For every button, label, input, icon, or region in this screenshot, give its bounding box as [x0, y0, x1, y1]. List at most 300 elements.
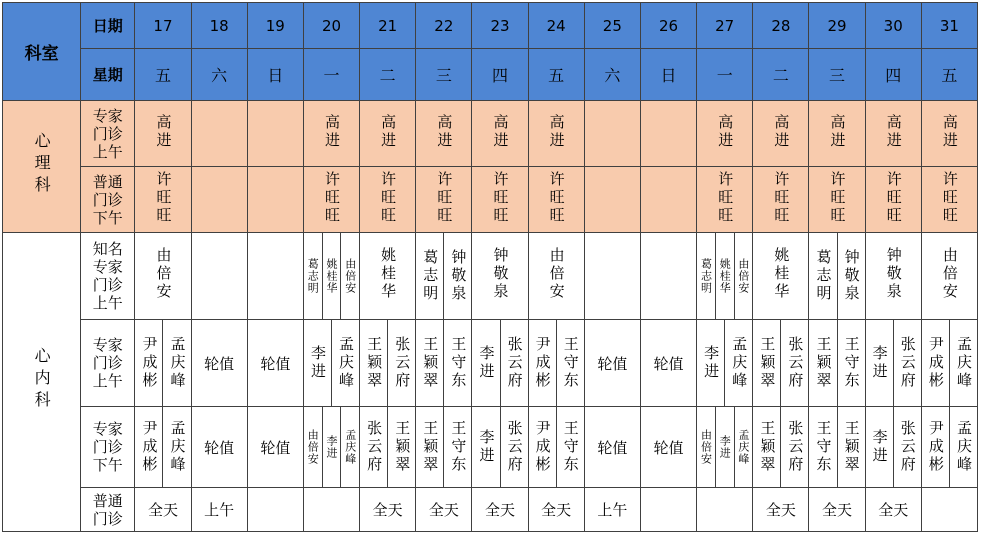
split-part: [753, 407, 780, 487]
dept-cardio-cell: [3, 233, 81, 532]
schedule-cell: [753, 167, 809, 233]
schedule-cell: [584, 101, 640, 167]
date-cell: 21: [360, 3, 416, 49]
split-cell: [304, 407, 359, 487]
doctor-name: 全天: [765, 501, 796, 519]
split-part: [360, 320, 387, 406]
split-cell: [135, 407, 190, 487]
doctor-name: 全天: [485, 501, 516, 519]
schedule-cell: [921, 407, 977, 488]
date-row: [3, 3, 978, 49]
split-part: [322, 407, 341, 487]
schedule-cell: [360, 320, 416, 407]
doctor-name: 高进: [379, 113, 398, 150]
slot-label-cell: [81, 233, 135, 320]
doctor-name: 轮值: [260, 354, 291, 373]
split-cell: [922, 320, 977, 406]
weekday-cell: 日: [247, 49, 303, 101]
split-part: [724, 320, 752, 406]
schedule-cell: [753, 101, 809, 167]
doctor-name: 轮值: [653, 438, 684, 457]
split-part: [715, 407, 734, 487]
schedule-cell: [135, 233, 191, 320]
schedule-cell: [247, 233, 303, 320]
doctor-name: 张云府: [898, 420, 917, 474]
schedule-cell: [416, 167, 472, 233]
doctor-name: 姚桂华: [718, 258, 732, 294]
split-cell: [529, 407, 584, 487]
weekday-cell: 一: [697, 49, 753, 101]
split-part: [922, 320, 949, 406]
doctor-name: 许旺旺: [379, 170, 398, 225]
split-cell: [416, 407, 471, 487]
weekday-cell: 一: [303, 49, 359, 101]
split-part: [949, 407, 977, 487]
date-cell: 31: [921, 3, 977, 49]
schedule-cell: [640, 407, 696, 488]
split-cell: [360, 407, 415, 487]
doctor-name: 高进: [884, 113, 903, 150]
split-part: [304, 320, 331, 406]
schedule-cell: [528, 167, 584, 233]
split-part: [949, 320, 977, 406]
split-part: [837, 407, 865, 487]
doctor-name: 尹成彬: [926, 420, 945, 474]
split-part: [866, 407, 893, 487]
doctor-name: 李进: [477, 429, 496, 465]
date-cell: 29: [809, 3, 865, 49]
weekday-row: [3, 49, 978, 101]
doctor-name: 孟庆峰: [343, 429, 357, 465]
doctor-name: 由倍安: [940, 247, 959, 301]
schedule-cell: [472, 101, 528, 167]
doctor-name: 轮值: [260, 438, 291, 457]
psych-row: [3, 101, 978, 167]
doctor-name: 全天: [147, 501, 178, 519]
split-part: [443, 407, 471, 487]
doctor-name: 全天: [372, 501, 403, 519]
dept-psych-cell: [3, 101, 81, 233]
schedule-cell: [247, 407, 303, 488]
split-cell: [697, 320, 752, 406]
split-part: [135, 320, 162, 406]
doctor-name: 姚桂华: [379, 247, 398, 301]
split-part: [837, 233, 865, 319]
schedule-cell: [865, 488, 921, 532]
split-part: [360, 407, 387, 487]
split-part: [715, 233, 734, 319]
split-cell: [697, 233, 752, 319]
doctor-name: 王守东: [449, 336, 468, 390]
doctor-name: 张云府: [786, 420, 805, 474]
split-part: [500, 407, 528, 487]
doctor-name: 由倍安: [699, 429, 713, 465]
split-part: [331, 320, 359, 406]
dept-name: 心内科: [32, 347, 52, 413]
doctor-name: 张云府: [365, 420, 384, 474]
doctor-name: 高进: [491, 113, 510, 150]
doctor-name: 高进: [940, 113, 959, 150]
dept-name: 心理科: [32, 131, 52, 198]
slot-label-cell: [81, 488, 135, 532]
doctor-name: 许旺旺: [435, 170, 454, 225]
schedule-cell: [247, 320, 303, 407]
cardio-row: [3, 407, 978, 488]
schedule-cell: [865, 101, 921, 167]
split-cell: [922, 407, 977, 487]
split-part: [443, 320, 471, 406]
doctor-name: 王守东: [842, 336, 861, 390]
schedule-cell: [640, 101, 696, 167]
doctor-name: 钟敬泉: [449, 249, 468, 303]
doctor-name: 轮值: [204, 354, 235, 373]
schedule-cell: [584, 488, 640, 532]
schedule-cell: [303, 101, 359, 167]
doctor-name: 轮值: [653, 354, 684, 373]
doctor-name: 孟庆峰: [730, 336, 749, 390]
doctor-name: 轮值: [204, 438, 235, 457]
weekday-cell: 日: [640, 49, 696, 101]
date-cell: 18: [191, 3, 247, 49]
schedule-cell: [697, 167, 753, 233]
doctor-name: 尹成彬: [926, 336, 945, 390]
schedule-cell: [528, 488, 584, 532]
split-part: [529, 407, 556, 487]
schedule-cell: [753, 233, 809, 320]
schedule-cell: [528, 101, 584, 167]
schedule-cell: [809, 167, 865, 233]
schedule-cell: [360, 488, 416, 532]
schedule-cell: [753, 407, 809, 488]
split-cell: [809, 320, 864, 406]
doctor-name: 张云府: [898, 336, 917, 390]
slot-label: 专家门诊上午: [92, 336, 123, 390]
schedule-cell: [303, 407, 359, 488]
doctor-name: 葛志明: [814, 249, 833, 303]
doctor-name: 孟庆峰: [337, 336, 356, 390]
schedule-cell: [528, 320, 584, 407]
split-part: [387, 407, 415, 487]
schedule-cell: [640, 167, 696, 233]
schedule-cell: [921, 320, 977, 407]
doctor-name: 轮值: [597, 438, 628, 457]
split-cell: [697, 407, 752, 487]
doctor-name: 许旺旺: [772, 170, 791, 225]
split-part: [416, 233, 443, 319]
split-cell: [529, 320, 584, 406]
split-part: [697, 320, 724, 406]
split-part: [472, 407, 499, 487]
doctor-name: 尹成彬: [140, 420, 159, 474]
date-cell: 23: [472, 3, 528, 49]
slot-label-cell: [81, 407, 135, 488]
schedule-cell: [809, 233, 865, 320]
doctor-name: 许旺旺: [884, 170, 903, 225]
schedule-cell: [640, 320, 696, 407]
schedule-cell: [865, 320, 921, 407]
weekday-cell: 四: [865, 49, 921, 101]
doctor-name: 许旺旺: [154, 170, 173, 225]
schedule-cell: [360, 233, 416, 320]
schedule-cell: [809, 101, 865, 167]
schedule-cell: [191, 488, 247, 532]
doctor-name: 葛志明: [306, 258, 320, 294]
doctor-name: 李进: [718, 435, 732, 459]
schedule-cell: [809, 320, 865, 407]
split-part: [340, 233, 359, 319]
date-cell: 27: [697, 3, 753, 49]
split-part: [697, 233, 715, 319]
weekday-cell: 二: [753, 49, 809, 101]
schedule-table: [2, 2, 978, 532]
schedule-cell: [360, 167, 416, 233]
schedule-cell: [584, 320, 640, 407]
split-part: [556, 407, 584, 487]
schedule-cell: [135, 407, 191, 488]
weekday-cell: 六: [584, 49, 640, 101]
weekday-cell: 五: [528, 49, 584, 101]
slot-label-cell: [81, 101, 135, 167]
schedule-cell: [303, 167, 359, 233]
schedule-cell: [247, 488, 303, 532]
doctor-name: 尹成彬: [140, 336, 159, 390]
weekday-cell: 三: [809, 49, 865, 101]
split-part: [893, 320, 921, 406]
doctor-name: 葛志明: [421, 249, 440, 303]
schedule-cell: [697, 101, 753, 167]
doctor-name: 王颖翠: [842, 420, 861, 474]
date-cell: 24: [528, 3, 584, 49]
cardio-row: [3, 233, 978, 320]
split-part: [387, 320, 415, 406]
schedule-cell: [303, 320, 359, 407]
schedule-cell: [809, 488, 865, 532]
doctor-name: 孟庆峰: [954, 420, 973, 474]
doctor-name: 张云府: [786, 336, 805, 390]
schedule-cell: [697, 233, 753, 320]
split-part: [893, 407, 921, 487]
schedule-cell: [640, 233, 696, 320]
schedule-cell: [191, 167, 247, 233]
weekday-cell: 三: [416, 49, 472, 101]
doctor-name: 王颖翠: [365, 336, 384, 390]
schedule-cell: [472, 320, 528, 407]
schedule-cell: [191, 407, 247, 488]
schedule-cell: [303, 233, 359, 320]
doctor-name: 钟敬泉: [842, 249, 861, 303]
doctor-name: 全天: [541, 501, 572, 519]
schedule-cell: [584, 233, 640, 320]
split-cell: [809, 407, 864, 487]
split-part: [809, 233, 836, 319]
split-part: [866, 320, 893, 406]
split-cell: [416, 233, 471, 319]
doctor-name: 王守东: [449, 420, 468, 474]
doctor-name: 孟庆峰: [168, 420, 187, 474]
split-part: [697, 407, 715, 487]
split-part: [753, 320, 780, 406]
split-cell: [472, 407, 527, 487]
psych-row: [3, 167, 978, 233]
schedule-cell: [247, 167, 303, 233]
schedule-cell: [697, 407, 753, 488]
schedule-cell: [528, 233, 584, 320]
schedule-cell: [809, 407, 865, 488]
split-cell: [866, 320, 921, 406]
doctor-name: 高进: [547, 113, 566, 150]
doctor-name: 李进: [324, 435, 338, 459]
schedule-cell: [753, 320, 809, 407]
schedule-cell: [191, 320, 247, 407]
doctor-name: 由倍安: [343, 258, 357, 294]
doctor-name: 钟敬泉: [884, 247, 903, 301]
doctor-name: 轮值: [597, 354, 628, 373]
doctor-name: 高进: [322, 113, 341, 150]
schedule-cell: [697, 488, 753, 532]
split-part: [922, 407, 949, 487]
doctor-name: 高进: [154, 113, 173, 150]
schedule-cell: [921, 233, 977, 320]
doctor-name: 高进: [716, 113, 735, 150]
date-cell: 17: [135, 3, 191, 49]
doctor-name: 李进: [308, 345, 327, 381]
schedule-cell: [921, 488, 977, 532]
schedule-cell: [921, 101, 977, 167]
doctor-name: 许旺旺: [716, 170, 735, 225]
schedule-cell: [135, 488, 191, 532]
schedule-cell: [416, 488, 472, 532]
doctor-name: 王颖翠: [421, 336, 440, 390]
split-part: [780, 407, 808, 487]
split-part: [304, 407, 322, 487]
slot-label: 知名专家门诊上午: [92, 240, 123, 312]
date-cell: 22: [416, 3, 472, 49]
split-part: [162, 320, 190, 406]
split-part: [500, 320, 528, 406]
weekday-label: 星期: [81, 49, 135, 101]
weekday-cell: 五: [135, 49, 191, 101]
date-cell: 25: [584, 3, 640, 49]
schedule-cell: [921, 167, 977, 233]
schedule-cell: [416, 233, 472, 320]
doctor-name: 姚桂华: [324, 258, 338, 294]
split-part: [556, 320, 584, 406]
doctor-name: 王颖翠: [421, 420, 440, 474]
doctor-name: 葛志明: [699, 258, 713, 294]
doctor-name: 王颖翠: [758, 336, 777, 390]
weekday-cell: 六: [191, 49, 247, 101]
split-cell: [866, 407, 921, 487]
schedule-cell: [360, 407, 416, 488]
doctor-name: 王守东: [561, 420, 580, 474]
slot-label: 专家门诊下午: [92, 420, 123, 474]
schedule-cell: [416, 407, 472, 488]
doctor-name: 许旺旺: [491, 170, 510, 225]
doctor-name: 张云府: [393, 336, 412, 390]
schedule-cell: [303, 488, 359, 532]
date-cell: 20: [303, 3, 359, 49]
split-part: [162, 407, 190, 487]
doctor-name: 孟庆峰: [168, 336, 187, 390]
doctor-name: 李进: [702, 345, 721, 381]
doctor-name: 由倍安: [736, 258, 750, 294]
split-cell: [360, 320, 415, 406]
schedule-cell: [753, 488, 809, 532]
split-part: [304, 233, 322, 319]
schedule-cell: [472, 407, 528, 488]
schedule-cell: [472, 233, 528, 320]
schedule-cell: [135, 101, 191, 167]
split-part: [809, 320, 836, 406]
schedule-cell: [472, 488, 528, 532]
doctor-name: 高进: [772, 113, 791, 150]
doctor-name: 高进: [435, 113, 454, 150]
slot-label-cell: [81, 320, 135, 407]
cardio-row: [3, 320, 978, 407]
split-cell: [135, 320, 190, 406]
doctor-name: 王守东: [814, 420, 833, 474]
split-cell: [304, 233, 359, 319]
split-part: [734, 407, 753, 487]
split-part: [529, 320, 556, 406]
split-part: [809, 407, 836, 487]
schedule-cell: [191, 101, 247, 167]
doctor-name: 王颖翠: [393, 420, 412, 474]
split-cell: [304, 320, 359, 406]
doctor-name: 许旺旺: [828, 170, 847, 225]
cardio-row: [3, 488, 978, 532]
schedule-cell: [191, 233, 247, 320]
doctor-name: 全天: [878, 501, 909, 519]
doctor-name: 王颖翠: [758, 420, 777, 474]
schedule-cell: [135, 320, 191, 407]
doctor-name: 王守东: [561, 336, 580, 390]
schedule-cell: [865, 167, 921, 233]
doctor-name: 张云府: [505, 420, 524, 474]
schedule-cell: [135, 167, 191, 233]
doctor-name: 上午: [597, 501, 628, 519]
slot-label: 专家门诊上午: [92, 106, 123, 161]
slot-label-cell: [81, 167, 135, 233]
schedule-cell: [640, 488, 696, 532]
schedule-cell: [416, 320, 472, 407]
split-part: [416, 407, 443, 487]
doctor-name: 李进: [477, 345, 496, 381]
doctor-name: 尹成彬: [533, 420, 552, 474]
doctor-name: 全天: [822, 501, 853, 519]
date-cell: 28: [753, 3, 809, 49]
schedule-cell: [697, 320, 753, 407]
split-part: [340, 407, 359, 487]
split-part: [135, 407, 162, 487]
slot-label: 普通门诊: [92, 491, 123, 528]
date-cell: 26: [640, 3, 696, 49]
doctor-name: 由倍安: [547, 247, 566, 301]
doctor-name: 孟庆峰: [736, 429, 750, 465]
doctor-name: 许旺旺: [940, 170, 959, 225]
schedule-cell: [416, 101, 472, 167]
date-label: 日期: [81, 3, 135, 49]
schedule-cell: [584, 167, 640, 233]
schedule-cell: [865, 407, 921, 488]
doctor-name: 许旺旺: [547, 170, 566, 225]
date-cell: 30: [865, 3, 921, 49]
split-cell: [809, 233, 864, 319]
doctor-name: 许旺旺: [322, 170, 341, 225]
schedule-cell: [472, 167, 528, 233]
doctor-name: 尹成彬: [533, 336, 552, 390]
weekday-cell: 五: [921, 49, 977, 101]
